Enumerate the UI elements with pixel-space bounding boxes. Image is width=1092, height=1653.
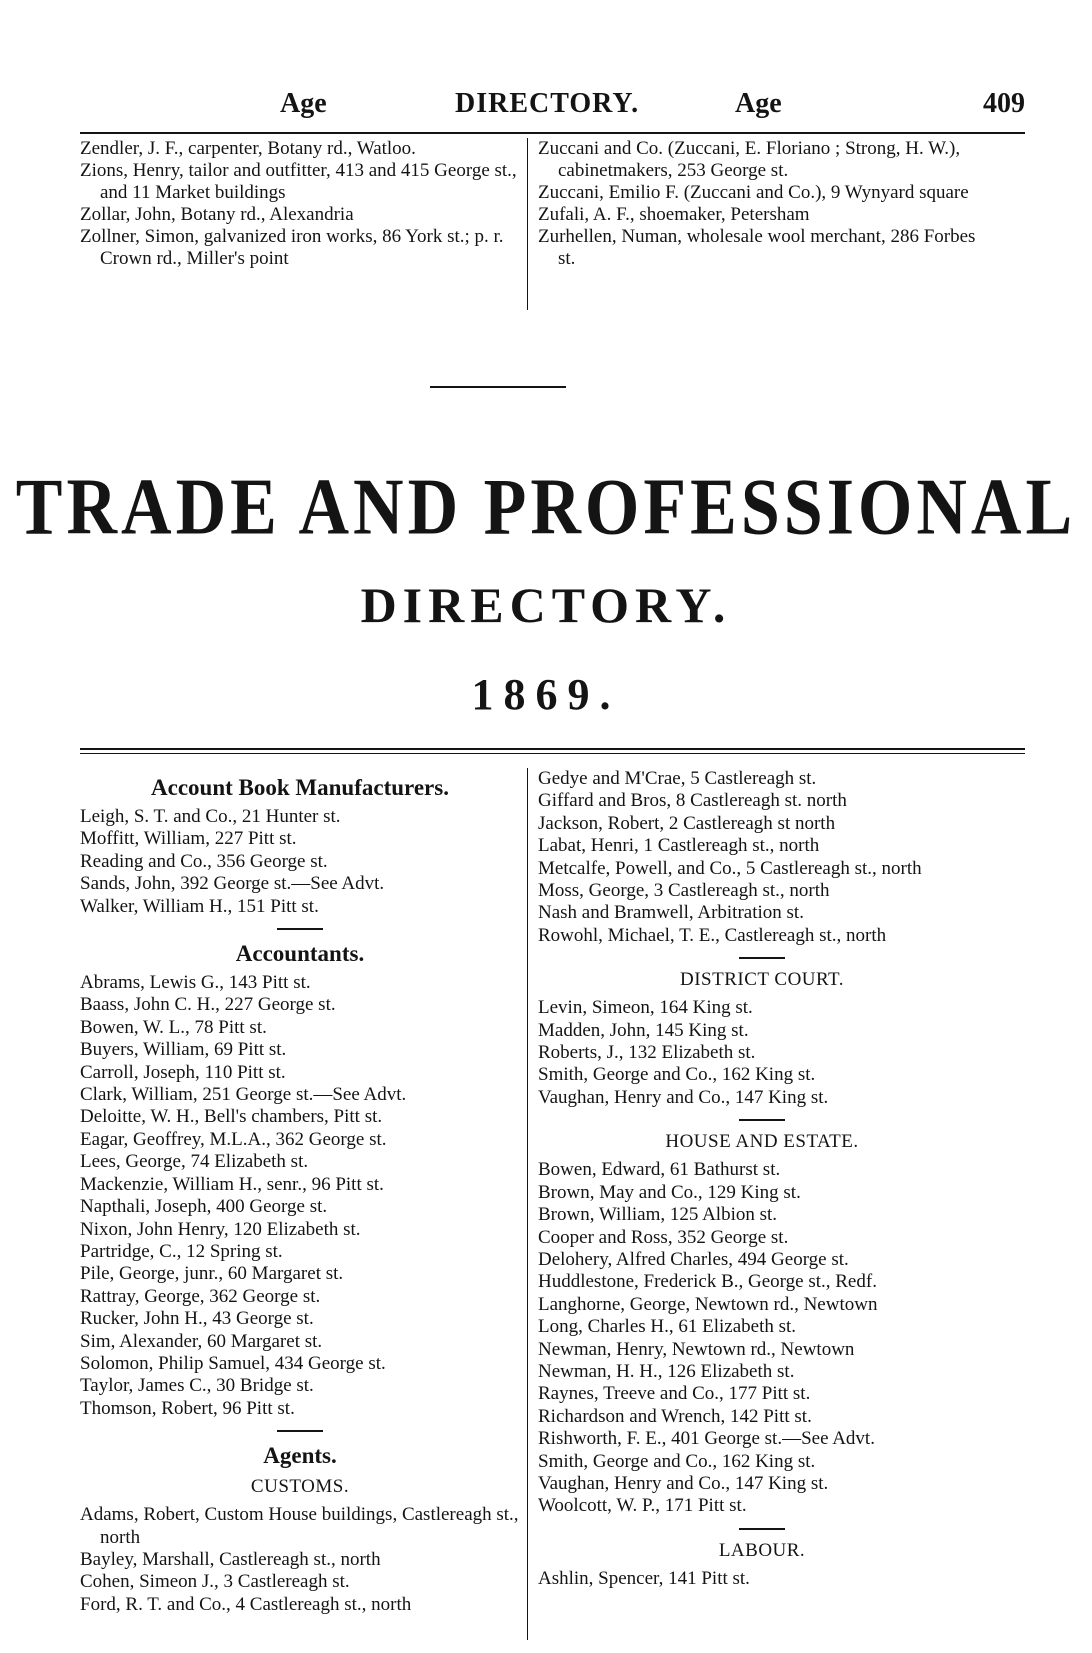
- list-item: Rishworth, F. E., 401 George st.—See Advt.: [538, 1428, 875, 1450]
- list-item: Adams, Robert, Custom House buildings, Castlereagh st., north: [80, 1504, 519, 1548]
- list-item: Zufali, A. F., shoemaker, Petersham: [538, 204, 810, 225]
- list-item: Newman, Henry, Newtown rd., Newtown: [538, 1338, 855, 1360]
- accountants-list: [80, 972, 520, 1420]
- list-item: Leigh, S. T. and Co., 21 Hunter st.: [80, 806, 341, 827]
- section-divider: [430, 386, 566, 388]
- top-left-entries: [80, 138, 520, 270]
- page-title: TRADE AND PROFESSIONAL: [15, 463, 1077, 552]
- list-item: Thomson, Robert, 96 Pitt st.: [80, 1397, 295, 1419]
- list-item: Cooper and Ross, 352 George st.: [538, 1226, 789, 1248]
- list-item: Taylor, James C., 30 Bridge st.: [80, 1375, 314, 1397]
- section-divider: [739, 1119, 785, 1121]
- district-court-list: [538, 997, 986, 1109]
- page-number: 409: [983, 88, 1025, 119]
- list-item: Zurhellen, Numan, wholesale wool merchant, 286 Forbes st.: [538, 226, 976, 269]
- list-item: Rowohl, Michael, T. E., Castlereagh st., north: [538, 924, 887, 946]
- house-estate-list: [538, 1159, 986, 1518]
- list-item: Reading and Co., 356 George st.: [80, 850, 328, 872]
- list-item: Brown, May and Co., 129 King st.: [538, 1181, 801, 1203]
- list-item: Rucker, John H., 43 George st.: [80, 1308, 314, 1330]
- list-item: Zollar, John, Botany rd., Alexandria: [80, 204, 354, 225]
- title-double-rule: [80, 748, 1025, 754]
- list-item: Moss, George, 3 Castlereagh st., north: [538, 880, 830, 902]
- list-item: Long, Charles H., 61 Elizabeth st.: [538, 1316, 797, 1338]
- running-head-right: Age: [735, 88, 782, 119]
- section-divider: [277, 928, 323, 930]
- list-item: Partridge, C., 12 Spring st.: [80, 1240, 283, 1262]
- list-item: Napthali, Joseph, 400 George st.: [80, 1196, 328, 1218]
- list-item: Carroll, Joseph, 110 Pitt st.: [80, 1061, 286, 1083]
- list-item: Sands, John, 392 George st.—See Advt.: [80, 873, 385, 895]
- list-item: Bayley, Marshall, Castlereagh st., north: [80, 1548, 381, 1570]
- list-item: Delohery, Alfred Charles, 494 George st.: [538, 1248, 849, 1270]
- list-item: Roberts, J., 132 Elizabeth st.: [538, 1042, 756, 1064]
- list-item: Nash and Bramwell, Arbitration st.: [538, 902, 804, 924]
- list-item: Rattray, George, 362 George st.: [80, 1285, 321, 1307]
- list-item: Walker, William H., 151 Pitt st.: [80, 895, 319, 917]
- section-divider: [739, 1528, 785, 1530]
- list-item: Newman, H. H., 126 Elizabeth st.: [538, 1360, 795, 1382]
- subsection-heading: LABOUR.: [718, 1539, 806, 1561]
- list-item: Solomon, Philip Samuel, 434 George st.: [80, 1352, 386, 1374]
- list-item: Clark, William, 251 George st.—See Advt.: [80, 1084, 407, 1106]
- account-book-list: [80, 806, 520, 918]
- list-item: Ashlin, Spencer, 141 Pitt st.: [538, 1567, 750, 1589]
- list-item: Deloitte, W. H., Bell's chambers, Pitt st.: [80, 1106, 383, 1128]
- right-column: [538, 768, 986, 1590]
- section-divider: [739, 957, 785, 959]
- top-column-divider: [527, 138, 528, 310]
- subsection-heading: HOUSE AND ESTATE.: [665, 1131, 859, 1153]
- page-subtitle: DIRECTORY.: [360, 577, 732, 633]
- header-rule: [80, 132, 1025, 134]
- labour-list: [538, 1568, 986, 1590]
- running-head-left: Age: [280, 88, 327, 119]
- top-right-entries: [538, 138, 978, 270]
- list-item: Levin, Simeon, 164 King st.: [538, 997, 753, 1019]
- section-divider: [277, 1430, 323, 1432]
- section-heading: Accountants.: [235, 941, 365, 967]
- list-item: Zendler, J. F., carpenter, Botany rd., Watloo.: [80, 138, 416, 159]
- list-item: Baass, John C. H., 227 George st.: [80, 994, 336, 1016]
- list-item: Buyers, William, 69 Pitt st.: [80, 1039, 287, 1061]
- section-heading: Account Book Manufacturers.: [151, 775, 449, 800]
- customs-continued-list: [538, 768, 986, 947]
- list-item: Smith, George and Co., 162 King st.: [538, 1064, 816, 1086]
- left-column: [80, 768, 520, 1616]
- list-item: Vaughan, Henry and Co., 147 King st.: [538, 1472, 829, 1494]
- list-item: Abrams, Lewis G., 143 Pitt st.: [80, 972, 311, 994]
- list-item: Nixon, John Henry, 120 Elizabeth st.: [80, 1218, 361, 1240]
- list-item: Gedye and M'Crae, 5 Castlereagh st.: [538, 768, 817, 789]
- running-head: [80, 88, 1025, 124]
- list-item: Huddlestone, Frederick B., George st., Redf.: [538, 1271, 877, 1293]
- list-item: Bowen, Edward, 61 Bathurst st.: [538, 1159, 781, 1181]
- list-item: Langhorne, George, Newtown rd., Newtown: [538, 1293, 878, 1315]
- list-item: Smith, George and Co., 162 King st.: [538, 1450, 816, 1472]
- list-item: Raynes, Treeve and Co., 177 Pitt st.: [538, 1383, 811, 1405]
- list-item: Giffard and Bros, 8 Castlereagh st. north: [538, 790, 847, 812]
- subsection-heading: DISTRICT COURT.: [680, 969, 844, 991]
- list-item: Moffitt, William, 227 Pitt st.: [80, 828, 297, 850]
- list-item: Madden, John, 145 King st.: [538, 1019, 749, 1041]
- section-heading: Agents.: [263, 1443, 337, 1469]
- list-item: Woolcott, W. P., 171 Pitt st.: [538, 1495, 747, 1517]
- list-item: Zuccani, Emilio F. (Zuccani and Co.), 9 Wynyard square: [538, 182, 969, 203]
- agents-customs-list: [80, 1504, 520, 1616]
- list-item: Vaughan, Henry and Co., 147 King st.: [538, 1086, 829, 1108]
- list-item: Pile, George, junr., 60 Margaret st.: [80, 1263, 344, 1285]
- list-item: Mackenzie, William H., senr., 96 Pitt st.: [80, 1173, 384, 1195]
- list-item: Zollner, Simon, galvanized iron works, 86 York st.; p. r. Crown rd., Miller's point: [80, 226, 504, 269]
- list-item: Metcalfe, Powell, and Co., 5 Castlereagh st., north: [538, 857, 922, 879]
- list-item: Bowen, W. L., 78 Pitt st.: [80, 1016, 267, 1038]
- list-item: Cohen, Simeon J., 3 Castlereagh st.: [80, 1571, 350, 1593]
- list-item: Brown, William, 125 Albion st.: [538, 1204, 778, 1226]
- list-item: Richardson and Wrench, 142 Pitt st.: [538, 1405, 812, 1427]
- list-item: Zions, Henry, tailor and outfitter, 413 and 415 George st., and 11 Market buildings: [80, 160, 517, 203]
- list-item: Labat, Henri, 1 Castlereagh st., north: [538, 835, 820, 857]
- list-item: Lees, George, 74 Elizabeth st.: [80, 1151, 309, 1173]
- list-item: Eagar, Geoffrey, M.L.A., 362 George st.: [80, 1128, 387, 1150]
- list-item: Zuccani and Co. (Zuccani, E. Floriano ; Strong, H. W.), cabinetmakers, 253 George st.: [538, 138, 961, 181]
- year-heading: 1869.: [471, 670, 621, 719]
- list-item: Jackson, Robert, 2 Castlereagh st north: [538, 812, 836, 834]
- list-item: Ford, R. T. and Co., 4 Castlereagh st., north: [80, 1593, 412, 1615]
- list-item: Sim, Alexander, 60 Margaret st.: [80, 1330, 323, 1352]
- subsection-heading: CUSTOMS.: [250, 1476, 350, 1498]
- running-head-center: DIRECTORY.: [455, 88, 640, 119]
- column-divider: [527, 768, 528, 1640]
